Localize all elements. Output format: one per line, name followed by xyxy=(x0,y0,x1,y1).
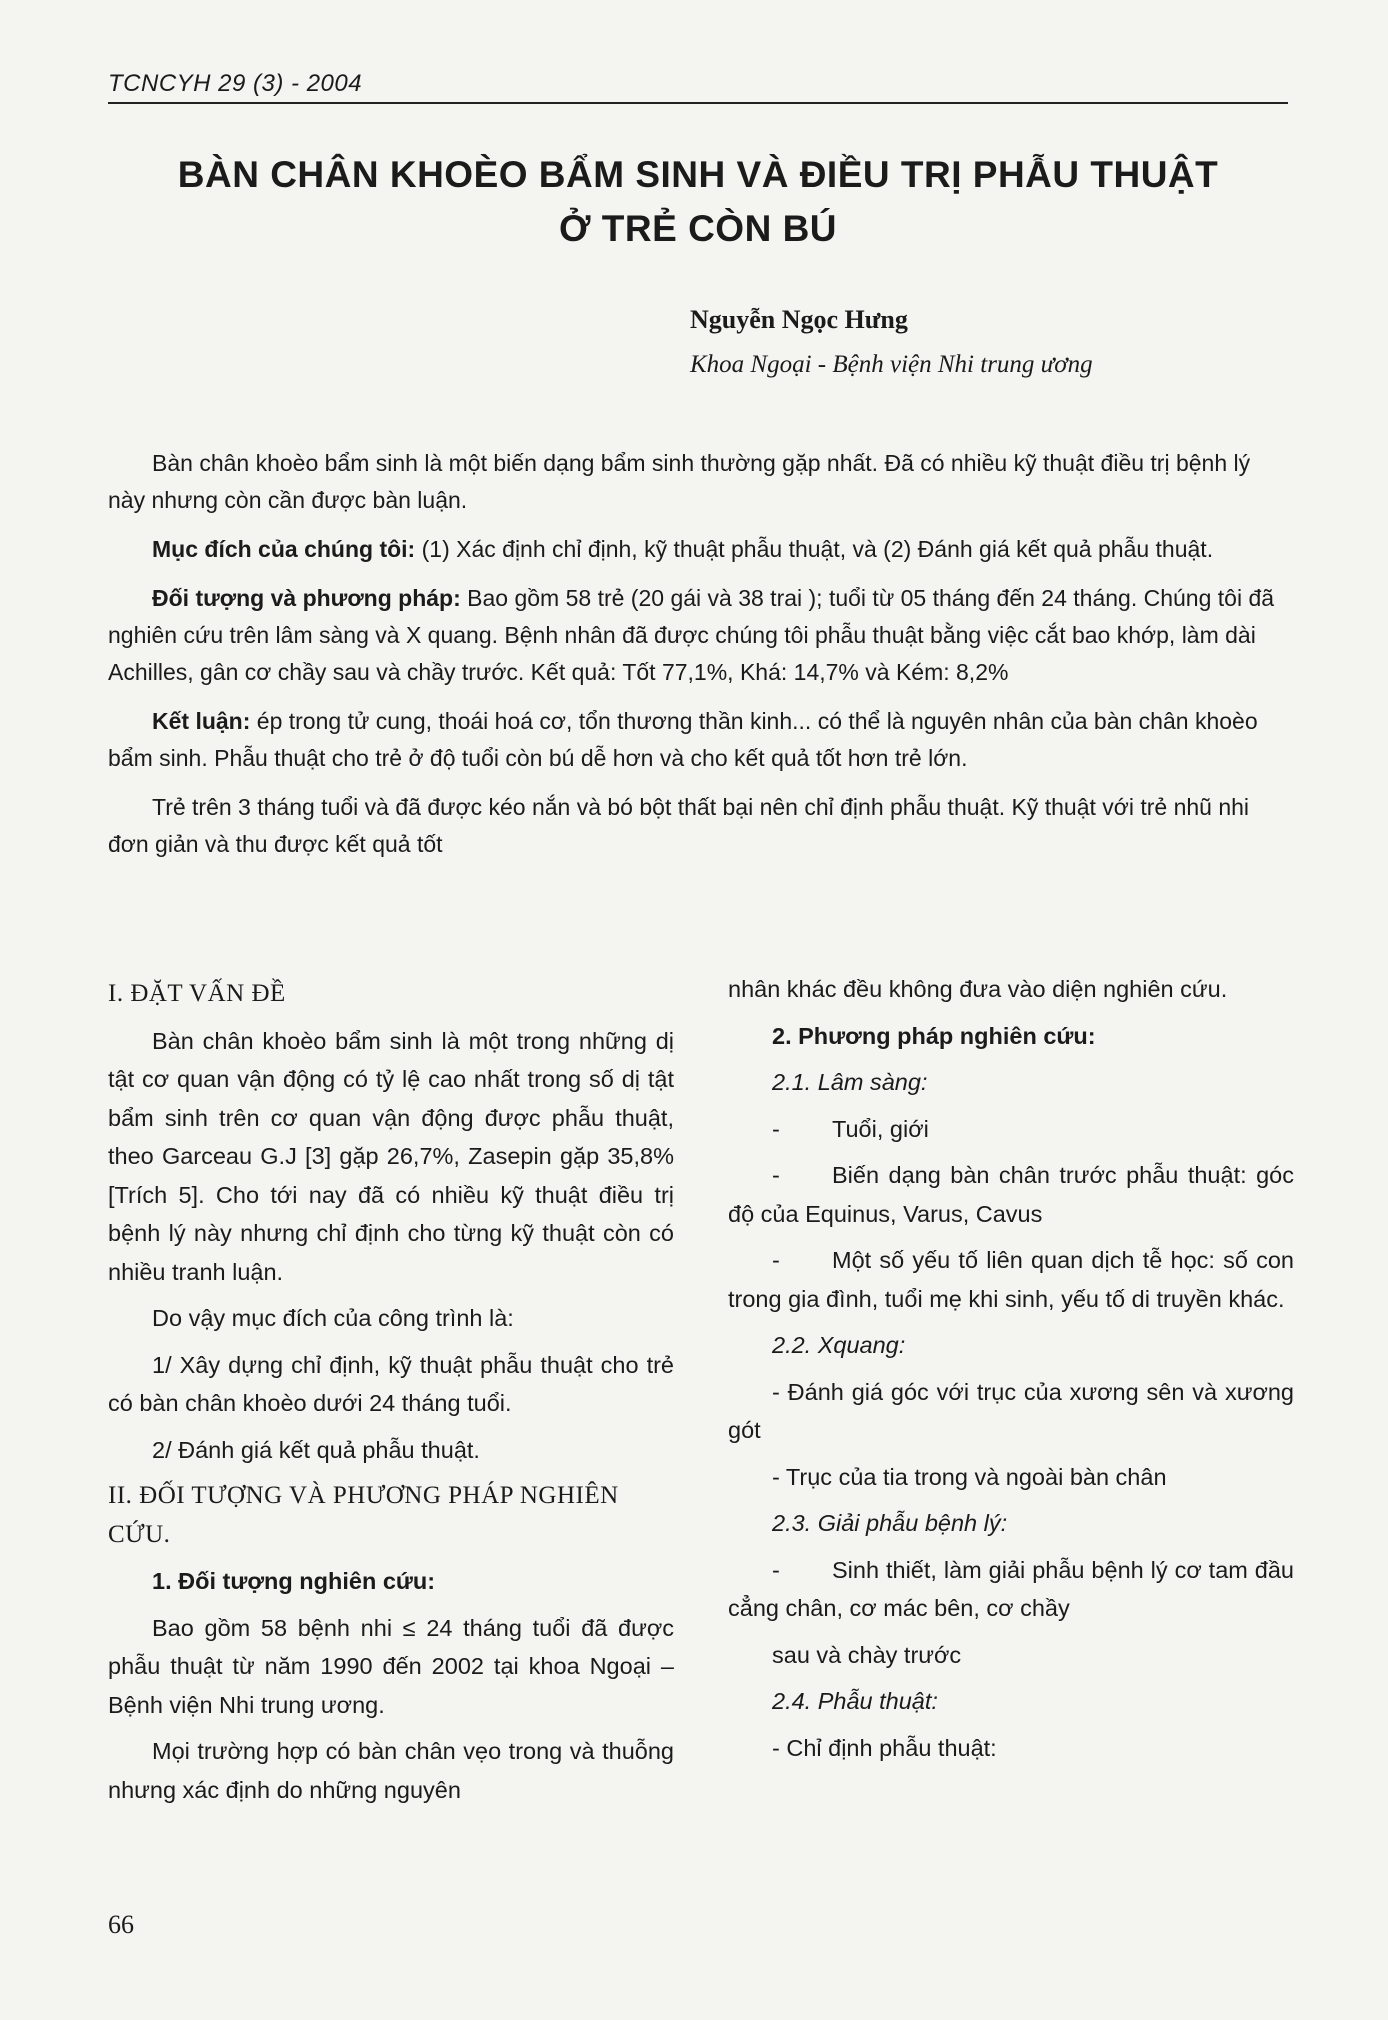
right-column xyxy=(728,970,1294,1775)
subsection-pathology: 2.3. Giải phẫu bệnh lý: xyxy=(772,1510,1008,1536)
bullet-dash: - xyxy=(772,1162,780,1188)
subsection-subjects: 1. Đối tượng nghiên cứu: xyxy=(152,1568,436,1594)
bullet-dash: - xyxy=(772,1247,780,1273)
exclusion-paragraph: Mọi trường hợp có bàn chân vẹo trong và thuỗng nhưng xác định do những nguyên xyxy=(108,1738,674,1803)
abstract-intro: Bàn chân khoèo bẩm sinh là một biến dạng bẩm sinh thường gặp nhất. Đã có nhiều kỹ thuật điều trị bệnh lý này nhưng còn cần được bàn luận. xyxy=(108,450,1251,513)
abstract-final: Trẻ trên 3 tháng tuổi và đã được kéo nắn và bó bột thất bại nên chỉ định phẫu thuật. Kỹ thuật với trẻ nhũ nhi đơn giản và thu được kết quả tốt xyxy=(108,794,1250,857)
section-heading-2: II. ĐỐI TƯỢNG VÀ PHƯƠNG PHÁP NGHIÊN CỨU. xyxy=(108,1482,619,1548)
page-number: 66 xyxy=(108,1910,134,1939)
exclusion-continued: nhân khác đều không đưa vào diện nghiên cứu. xyxy=(728,976,1228,1002)
aim-1: 1/ Xây dựng chỉ định, kỹ thuật phẫu thuật cho trẻ có bàn chân khoèo dưới 24 tháng tuổi. xyxy=(108,1351,674,1416)
aim-2: 2/ Đánh giá kết quả phẫu thuật. xyxy=(152,1436,480,1463)
subsection-xray: 2.2. Xquang: xyxy=(772,1332,906,1358)
abstract-conclusion-text: ép trong tử cung, thoái hoá cơ, tổn thương thần kinh... có thể là nguyên nhân của bàn chân khoèo bẩm sinh. Phẫu thuật cho trẻ ở độ tuổi còn bú dễ hơn và cho kết quả tốt hơn trẻ lớn. xyxy=(108,708,1258,771)
abstract-methods xyxy=(108,580,1291,691)
abstract-conclusion-label: Kết luận: xyxy=(152,708,251,734)
abstract-aims-text: (1) Xác định chỉ định, kỹ thuật phẫu thuật, và (2) Đánh giá kết quả phẫu thuật. xyxy=(415,536,1214,562)
author-affiliation: Khoa Ngoại - Bệnh viện Nhi trung ương xyxy=(690,351,1093,378)
clinical-item-deformity xyxy=(728,1156,1294,1233)
title-line-2: Ở TRẺ CÒN BÚ xyxy=(558,208,838,249)
subsection-methods: 2. Phương pháp nghiên cứu: xyxy=(772,1022,1096,1049)
aims-intro: Do vậy mục đích của công trình là: xyxy=(152,1305,514,1331)
abstract-aims-label: Mục đích của chúng tôi: xyxy=(152,536,416,562)
intro-paragraph: Bàn chân khoèo bẩm sinh là một trong những dị tật cơ quan vận động có tỷ lệ cao nhất trong số dị tật bẩm sinh trên cơ quan vận động được phẫu thuật, theo Garceau G.J [3] gặp 26,7%, Zasepin gặp 35,8% [Trích 5]. Cho tới nay đã có nhiều kỹ thuật điều trị bệnh lý này nhưng chỉ định cho từng kỹ thuật còn có nhiều tranh luận. xyxy=(108,1027,674,1285)
section-heading-1: I. ĐẶT VẤN ĐỀ xyxy=(108,980,286,1007)
xray-item-1: - Đánh giá góc với trục của xương sên và xương gót xyxy=(728,1378,1294,1443)
abstract-aims xyxy=(108,531,1291,568)
clinical-item-epidemiology-text: Một số yếu tố liên quan dịch tễ học: số con trong gia đình, tuổi mẹ khi sinh, yếu tố di truyền khác. xyxy=(728,1247,1294,1312)
abstract-methods-text: Bao gồm 58 trẻ (20 gái và 38 trai ); tuổi từ 05 tháng đến 24 tháng. Chúng tôi đã nghiên cứu trên lâm sàng và X quang. Bệnh nhân đã được chúng tôi phẫu thuật bằng việc cắt bao khớp, làm dài Achilles, gân cơ chầy sau và chầy trước. Kết quả: Tốt 77,1%, Khá: 14,7% và Kém: 8,2% xyxy=(108,585,1275,685)
bullet-dash: - xyxy=(772,1115,780,1142)
pathology-item xyxy=(728,1551,1294,1628)
clinical-item-epidemiology xyxy=(728,1241,1294,1318)
subsection-clinical: 2.1. Lâm sàng: xyxy=(772,1069,928,1095)
xray-item-2: - Trục của tia trong và ngoài bàn chân xyxy=(772,1463,1167,1490)
abstract-conclusion xyxy=(108,703,1291,777)
journal-header xyxy=(108,70,1288,104)
abstract-methods-label: Đối tượng và phương pháp: xyxy=(152,585,461,611)
journal-citation: TCNCYH 29 (3) - 2004 xyxy=(108,70,363,97)
title-line-1: BÀN CHÂN KHOÈO BẨM SINH VÀ ĐIỀU TRỊ PHẪU THUẬT xyxy=(177,154,1219,195)
clinical-item-age xyxy=(728,1110,1294,1149)
clinical-item-deformity-text: Biến dạng bàn chân trước phẫu thuật: góc độ của Equinus, Varus, Cavus xyxy=(728,1162,1294,1227)
surgery-indication: - Chỉ định phẫu thuật: xyxy=(772,1734,997,1761)
bullet-dash: - xyxy=(772,1556,780,1583)
author-name: Nguyễn Ngọc Hưng xyxy=(690,305,908,334)
article-title xyxy=(108,148,1288,256)
subsection-surgery: 2.4. Phẫu thuật: xyxy=(772,1688,938,1714)
clinical-item-age-text: Tuổi, giới xyxy=(832,1115,929,1142)
left-column xyxy=(108,975,674,1817)
abstract xyxy=(108,445,1291,875)
pathology-item-text: Sinh thiết, làm giải phẫu bệnh lý cơ tam đầu cẳng chân, cơ mác bên, cơ chầy xyxy=(728,1556,1294,1621)
subjects-paragraph: Bao gồm 58 bệnh nhi ≤ 24 tháng tuổi đã được phẫu thuật từ năm 1990 đến 2002 tại khoa Ngoại – Bệnh viện Nhi trung ương. xyxy=(108,1614,674,1718)
pathology-item-continued: sau và chày trước xyxy=(772,1641,962,1668)
